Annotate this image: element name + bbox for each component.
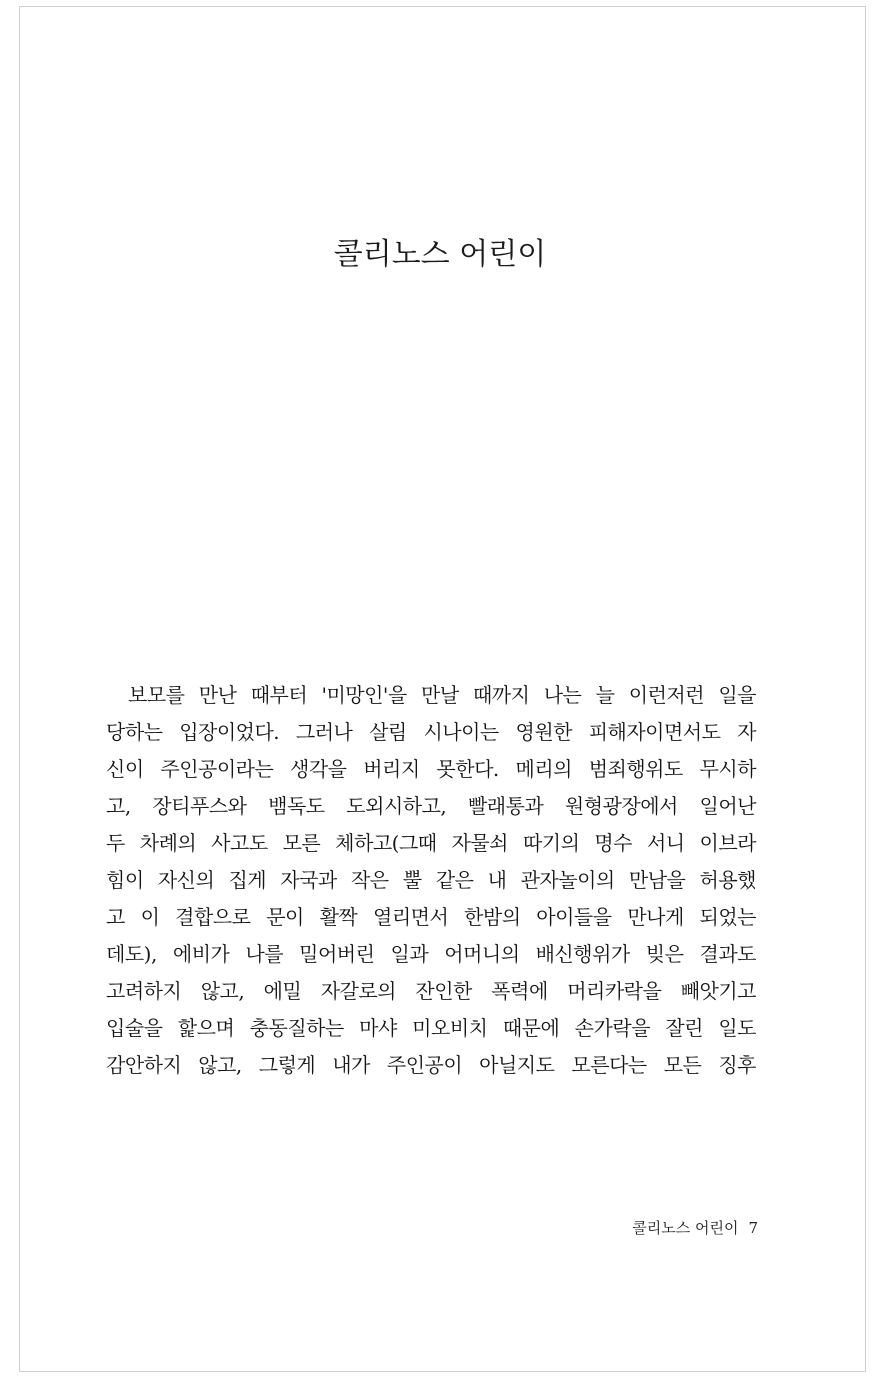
body-line: 고 이 결합으로 문이 활짝 열리면서 한밤의 아이들을 만나게 되었는 — [106, 905, 756, 929]
body-line: 입술을 핥으며 충동질하는 마샤 미오비치 때문에 손가락을 잘린 일도 — [106, 1016, 756, 1040]
book-page — [19, 6, 866, 1372]
body-text — [106, 677, 756, 1084]
page-number: 7 — [748, 1219, 758, 1237]
body-line: 보모를 만난 때부터 '미망인'을 만날 때까지 나는 늘 이런저런 일을 — [128, 683, 756, 707]
body-line: 고려하지 않고, 에밀 자갈로의 잔인한 폭력에 머리카락을 빼앗기고 — [106, 979, 756, 1003]
body-line: 신이 주인공이라는 생각을 버리지 못한다. 메리의 범죄행위도 무시하 — [106, 757, 756, 781]
body-line: 고, 장티푸스와 뱀독도 도외시하고, 빨래통과 원형광장에서 일어난 — [106, 794, 756, 818]
body-line: 두 차례의 사고도 모른 체하고(그때 자물쇠 따기의 명수 서니 이브라 — [106, 831, 756, 855]
running-title: 콜리노스 어린이 — [632, 1219, 739, 1237]
body-line: 감안하지 않고, 그렇게 내가 주인공이 아닐지도 모른다는 모든 징후 — [106, 1053, 756, 1077]
body-line: 힘이 자신의 집게 자국과 작은 뿔 같은 내 관자놀이의 만남을 허용했 — [106, 868, 756, 892]
chapter-title: 콜리노스 어린이 — [333, 237, 547, 272]
body-line: 당하는 입장이었다. 그러나 살림 시나이는 영원한 피해자이면서도 자 — [106, 720, 756, 744]
body-line: 데도), 에비가 나를 밀어버린 일과 어머니의 배신행위가 빚은 결과도 — [106, 942, 756, 966]
page-footer — [632, 1217, 758, 1238]
